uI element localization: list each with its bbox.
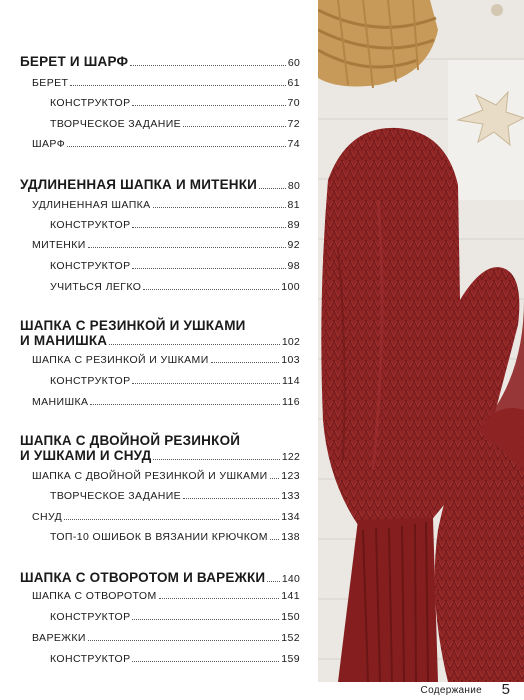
dot-leader	[132, 268, 285, 269]
toc-page-number: 152	[281, 632, 300, 644]
toc-page-number: 114	[282, 375, 300, 387]
toc-entry[interactable]	[50, 611, 300, 623]
toc-page-number: 74	[287, 138, 300, 150]
dot-leader	[259, 188, 286, 189]
toc-entry-label: ШАПКА С ДВОЙНОЙ РЕЗИНКОЙ И УШКАМИ	[32, 470, 268, 482]
toc-entry-label: ШАРФ	[32, 138, 66, 150]
toc-entry-label: БЕРЕТ	[32, 77, 69, 89]
toc-page-number: 122	[281, 451, 300, 463]
dot-leader	[130, 65, 286, 66]
dot-leader	[67, 146, 285, 147]
toc-entry-label: ВАРЕЖКИ	[32, 632, 86, 644]
toc-page-number: 141	[281, 590, 300, 602]
toc-page-number: 98	[287, 260, 300, 272]
mittens-photo	[318, 0, 524, 682]
toc-page-number: 100	[281, 281, 300, 293]
dot-leader	[153, 459, 279, 460]
dot-leader	[132, 105, 285, 106]
toc-heading-label: И МАНИШКА	[20, 333, 108, 348]
toc-entry[interactable]	[32, 354, 300, 366]
footer-section-label: Содержание	[420, 685, 482, 696]
toc-entry-label: КОНСТРУКТОР	[50, 375, 131, 387]
toc-entry-label: ТВОРЧЕСКОЕ ЗАДАНИЕ	[50, 490, 182, 502]
toc-entry-label: СНУД	[32, 511, 63, 523]
toc-entry-label: ШАПКА С ОТВОРОТОМ	[32, 590, 157, 602]
dot-leader	[132, 383, 280, 384]
toc-entry[interactable]	[32, 396, 300, 408]
toc-entry-label: МИТЕНКИ	[32, 239, 86, 251]
toc-page-number: 92	[287, 239, 300, 251]
toc-entry[interactable]	[32, 470, 300, 482]
dot-leader	[70, 85, 285, 86]
toc-section-heading-line1[interactable]: ШАПКА С РЕЗИНКОЙ И УШКАМИ	[20, 318, 246, 333]
toc-page-number: 103	[281, 354, 300, 366]
toc-section-heading[interactable]	[20, 54, 300, 69]
toc-page-number: 60	[287, 57, 300, 69]
toc-entry[interactable]	[32, 632, 300, 644]
toc-entry-label: КОНСТРУКТОР	[50, 611, 131, 623]
toc-entry[interactable]	[50, 531, 300, 543]
toc-entry-label: ТОП-10 ОШИБОК В ВЯЗАНИИ КРЮЧКОМ	[50, 531, 268, 543]
toc-entry[interactable]	[50, 97, 300, 109]
toc-page-number: 80	[287, 180, 300, 192]
dot-leader	[132, 227, 285, 228]
toc-page-number: 102	[281, 336, 300, 348]
toc-entry-label: КОНСТРУКТОР	[50, 97, 131, 109]
toc-heading-label: УДЛИНЕННАЯ ШАПКА И МИТЕНКИ	[20, 177, 258, 192]
toc-entry-label: УЧИТЬСЯ ЛЕГКО	[50, 281, 142, 293]
toc-page-number: 72	[287, 118, 300, 130]
toc-page-number: 61	[287, 77, 300, 89]
dot-leader	[159, 598, 280, 599]
page-number: 5	[501, 681, 510, 698]
dot-leader	[270, 539, 279, 540]
dot-leader	[143, 289, 279, 290]
toc-entry-label: КОНСТРУКТОР	[50, 260, 131, 272]
toc-entry-label: ТВОРЧЕСКОЕ ЗАДАНИЕ	[50, 118, 182, 130]
toc-page-number: 140	[281, 573, 300, 585]
toc-page-number: 70	[287, 97, 300, 109]
toc-heading-label: БЕРЕТ И ШАРФ	[20, 54, 129, 69]
toc-page-number: 123	[281, 470, 300, 482]
toc-page-number: 138	[281, 531, 300, 543]
toc-entry[interactable]	[32, 590, 300, 602]
dot-leader	[88, 247, 286, 248]
toc-section-heading[interactable]	[20, 570, 300, 585]
dot-leader	[88, 640, 279, 641]
dot-leader	[132, 661, 279, 662]
toc-entry[interactable]	[32, 239, 300, 251]
dot-leader	[153, 207, 286, 208]
toc-entry[interactable]	[32, 199, 300, 211]
toc-section-heading[interactable]	[20, 448, 300, 463]
dot-leader	[267, 581, 280, 582]
toc-page-number: 116	[282, 396, 300, 408]
dot-leader	[132, 619, 279, 620]
toc-entry[interactable]	[50, 260, 300, 272]
toc-entry-label: КОНСТРУКТОР	[50, 653, 131, 665]
toc-entry[interactable]	[32, 138, 300, 150]
toc-page-number: 89	[287, 219, 300, 231]
toc-entry[interactable]	[50, 281, 300, 293]
toc-entry[interactable]	[50, 490, 300, 502]
dot-leader	[90, 404, 280, 405]
toc-section-heading[interactable]	[20, 177, 300, 192]
toc-page-number: 159	[281, 653, 300, 665]
toc-page-number: 134	[281, 511, 300, 523]
toc-entry[interactable]	[50, 375, 300, 387]
dot-leader	[211, 362, 280, 363]
dot-leader	[183, 498, 279, 499]
toc-page-number: 133	[281, 490, 300, 502]
toc-heading-label: И УШКАМИ И СНУД	[20, 448, 152, 463]
toc-entry-label: КОНСТРУКТОР	[50, 219, 131, 231]
dot-leader	[270, 478, 280, 479]
toc-entry-label: УДЛИНЕННАЯ ШАПКА	[32, 199, 151, 211]
toc-entry[interactable]	[32, 77, 300, 89]
mittens-illustration	[318, 0, 524, 682]
toc-entry[interactable]	[32, 511, 300, 523]
toc-entry[interactable]	[50, 219, 300, 231]
toc-section-heading-line1[interactable]: ШАПКА С ДВОЙНОЙ РЕЗИНКОЙ	[20, 433, 241, 448]
toc-entry-label: МАНИШКА	[32, 396, 89, 408]
toc-page-number: 81	[287, 199, 300, 211]
toc-section-heading[interactable]	[20, 333, 300, 348]
dot-leader	[109, 344, 280, 345]
toc-entry[interactable]	[50, 653, 300, 665]
toc-entry-label: ШАПКА С РЕЗИНКОЙ И УШКАМИ	[32, 354, 209, 366]
dot-leader	[64, 519, 279, 520]
toc-entry[interactable]	[50, 118, 300, 130]
dot-leader	[183, 126, 285, 127]
toc-page-number: 150	[281, 611, 300, 623]
toc-heading-label: ШАПКА С ОТВОРОТОМ И ВАРЕЖКИ	[20, 570, 266, 585]
